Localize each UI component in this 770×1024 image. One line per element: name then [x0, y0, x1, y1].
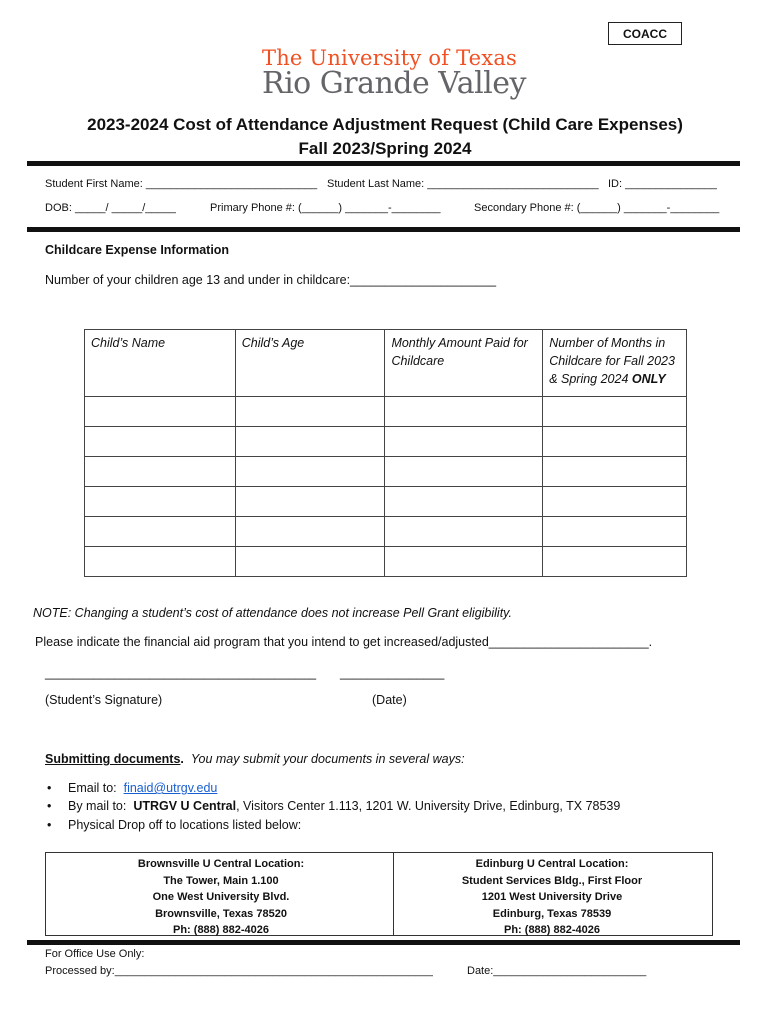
edinburg-title: Edinburg U Central Location: [475, 858, 629, 870]
table-cell[interactable] [85, 487, 236, 517]
mail-office: UTRGV U Central [133, 799, 237, 813]
email-item [68, 781, 217, 795]
form-subtitle: Fall 2023/Spring 2024 [298, 139, 472, 158]
secondary-phone-field[interactable]: Secondary Phone #: (______) _______-________ [474, 202, 720, 214]
table-cell[interactable] [85, 457, 236, 487]
submitting-heading-dot: . [180, 752, 184, 766]
mail-address: , Visitors Center 1.113, 1201 W. University Drive, Edinburg, TX 78539 [236, 799, 621, 813]
bullet-icon: • [47, 799, 52, 813]
edinburg-city: Edinburg, Texas 78539 [492, 907, 612, 920]
submitting-heading: Submitting documents [45, 752, 181, 766]
dropoff-item: Physical Drop off to locations listed below: [68, 818, 302, 832]
submitting-intro: You may submit your documents in several ways: [190, 752, 465, 766]
table-cell[interactable] [385, 487, 543, 517]
table-row [85, 397, 687, 427]
table-row [85, 487, 687, 517]
mail-item [68, 799, 620, 813]
childcare-table [84, 329, 687, 577]
edinburg-phone: Ph: (888) 882-4026 [504, 924, 600, 936]
processed-by-field[interactable]: Processed by:____________________________________________________ [45, 965, 433, 977]
university-logo-line1: The University of Texas [262, 46, 518, 70]
header-child-name: Child’s Name [85, 330, 236, 397]
bullet-icon: • [47, 818, 52, 832]
form-title: 2023-2024 Cost of Attendance Adjustment Request (Child Care Expenses) [87, 115, 683, 134]
pell-grant-note: NOTE: Changing a student’s cost of attendance does not increase Pell Grant eligibility. [33, 606, 512, 620]
table-cell[interactable] [85, 547, 236, 577]
submitting-section [45, 752, 465, 766]
table-row [85, 457, 687, 487]
table-cell[interactable] [385, 397, 543, 427]
table-cell[interactable] [85, 517, 236, 547]
header-number-of-months [543, 330, 687, 397]
header-monthly-amount: Monthly Amount Paid for Childcare [385, 330, 543, 397]
date-line[interactable]: _______________ [340, 666, 445, 680]
table-cell[interactable] [543, 457, 687, 487]
mail-label: By mail to: [68, 799, 127, 813]
email-label: Email to: [68, 781, 117, 795]
table-cell[interactable] [385, 427, 543, 457]
header-child-age: Child’s Age [235, 330, 385, 397]
university-logo-line2: Rio Grande Valley [262, 66, 526, 101]
student-first-name-field[interactable]: Student First Name: ____________________________ [45, 178, 318, 190]
financial-aid-program-field[interactable]: Please indicate the financial aid program that you intend to get increased/adjusted_______________________. [35, 635, 653, 649]
table-cell[interactable] [385, 547, 543, 577]
table-cell[interactable] [543, 517, 687, 547]
signature-line[interactable]: _______________________________________ [45, 666, 317, 680]
edinburg-street: 1201 West University Drive [481, 891, 623, 903]
date-label: (Date) [372, 693, 407, 707]
table-cell[interactable] [85, 397, 236, 427]
table-cell[interactable] [235, 427, 385, 457]
brownsville-building: The Tower, Main 1.100 [163, 874, 279, 887]
office-use-label: For Office Use Only: [45, 948, 145, 960]
table-cell[interactable] [385, 457, 543, 487]
header-only-emphasis: ONLY [631, 372, 666, 386]
table-cell[interactable] [235, 547, 385, 577]
table-cell[interactable] [543, 487, 687, 517]
locations-divider [393, 852, 394, 936]
signature-label: (Student’s Signature) [45, 693, 163, 707]
brownsville-phone: Ph: (888) 882-4026 [173, 924, 269, 936]
header-number-of-months-text: Number of Months in Childcare for Fall 2023 & Spring 2024 [549, 336, 675, 386]
table-cell[interactable] [235, 517, 385, 547]
brownsville-street: One West University Blvd. [152, 891, 290, 903]
table-cell[interactable] [235, 487, 385, 517]
table-cell[interactable] [235, 457, 385, 487]
student-id-field[interactable]: ID: _______________ [608, 178, 717, 190]
table-cell[interactable] [85, 427, 236, 457]
table-cell[interactable] [235, 397, 385, 427]
divider [27, 161, 740, 166]
table-row [85, 547, 687, 577]
table-header-row [85, 330, 687, 397]
table-cell[interactable] [543, 397, 687, 427]
table-row [85, 427, 687, 457]
student-last-name-field[interactable]: Student Last Name: ____________________________ [327, 178, 599, 190]
edinburg-building: Student Services Bldg., First Floor [461, 874, 643, 887]
table-cell[interactable] [385, 517, 543, 547]
table-row [85, 517, 687, 547]
form-code-badge: COACC [608, 22, 682, 45]
bullet-icon: • [47, 781, 52, 795]
divider [27, 227, 740, 232]
children-count-field[interactable]: Number of your children age 13 and under in childcare:_____________________ [45, 273, 497, 287]
brownsville-title: Brownsville U Central Location: [137, 858, 305, 870]
email-link[interactable]: finaid@utrgv.edu [123, 781, 218, 795]
dob-field[interactable]: DOB: _____/ _____/_____ [45, 202, 176, 214]
childcare-heading: Childcare Expense Information [45, 243, 230, 257]
table-cell[interactable] [543, 427, 687, 457]
edinburg-location [432, 856, 672, 939]
primary-phone-field[interactable]: Primary Phone #: (______) _______-________ [210, 202, 441, 214]
office-date-field[interactable]: Date:_________________________ [467, 965, 647, 977]
table-cell[interactable] [543, 547, 687, 577]
brownsville-location [106, 856, 336, 939]
divider [27, 940, 740, 945]
brownsville-city: Brownsville, Texas 78520 [155, 907, 287, 920]
